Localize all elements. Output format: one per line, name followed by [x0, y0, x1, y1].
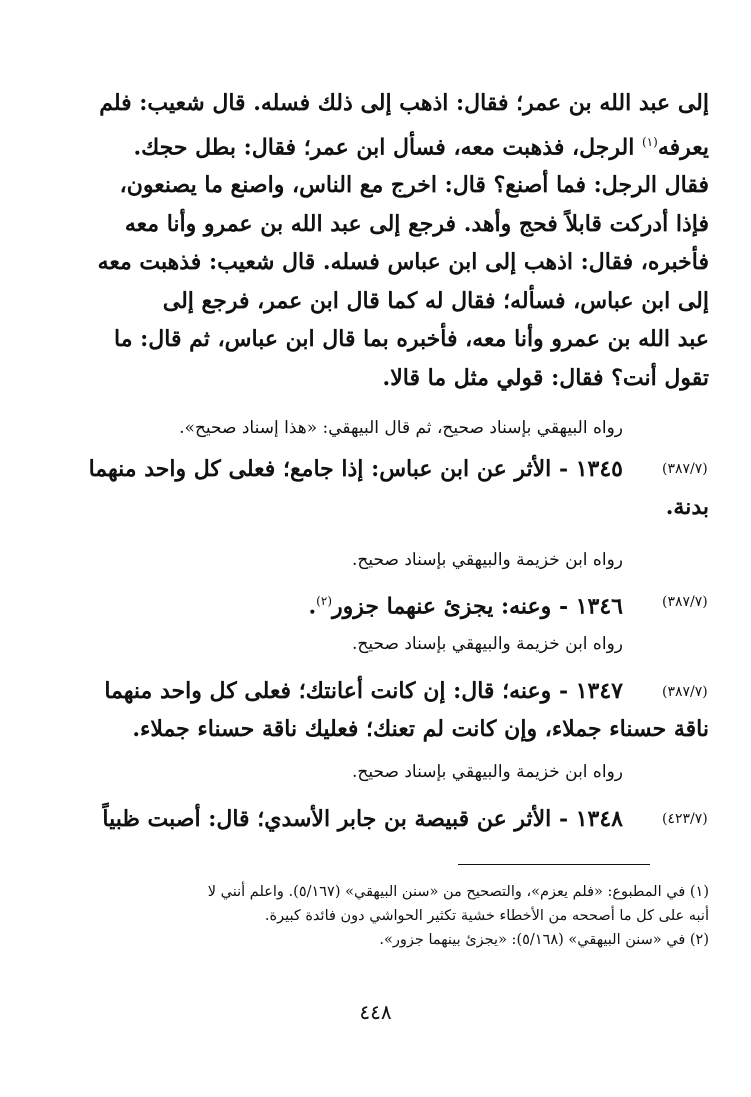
entry-text: ١٣٤٧ - وعنه؛ قال: إن كانت أعانتك؛ فعلى كل واحد منهما	[104, 678, 623, 704]
hadith-entry-1347	[43, 672, 709, 748]
footnote-separator	[458, 864, 650, 865]
entry-text: ١٣٤٥ - الأثر عن ابن عباس: إذا جامع؛ فعلى كل واحد منهما	[88, 456, 623, 482]
text-line: فأخبره، فقال: اذهب إلى ابن عباس فسله. قال شعيب: فذهبت معه	[97, 249, 709, 276]
volume-page-reference: (٣٨٧/٧)	[662, 461, 708, 477]
text-line: تقول أنت؟ فقال: قولي مثل ما قالا.	[382, 364, 709, 391]
text-line: عبد الله بن عمرو وأنا معه، فأخبره بما قال ابن عباس، ثم قال: ما	[114, 326, 709, 353]
main-text-block	[43, 84, 709, 397]
narration-line: رواه ابن خزيمة والبيهقي بإسناد صحيح.	[352, 762, 623, 782]
footnote-line: أنبه على كل ما أصححه من الأخطاء خشية تكثير الحواشي دون فائدة كبيرة.	[264, 908, 709, 924]
text-line: فإذا أدركت قابلاً فحج وأهد. فرجع إلى عبد الله بن عمرو وأنا معه	[124, 210, 709, 237]
narration-line: رواه ابن خزيمة والبيهقي بإسناد صحيح.	[352, 550, 623, 570]
entry-text	[43, 582, 709, 625]
volume-page-reference: (٤٢٣/٧)	[662, 811, 708, 827]
text-line: إلى ابن عباس، فسأله؛ فقال له كما قال ابن عمر، فرجع إلى	[162, 287, 709, 314]
text-line: فقال الرجل: فما أصنع؟ قال: اخرج مع الناس، واصنع ما يصنعون،	[119, 172, 709, 199]
hadith-entry-1348	[43, 800, 709, 838]
footnote-line: (١) في المطبوع: «فلم يعزم»، والتصحيح من «سنن البيهقي» (٥/١٦٧). واعلم أنني لا	[207, 884, 709, 900]
footnote-line: (٢) في «سنن البيهقي» (٥/١٦٨): «يجزئ بينهما جزور».	[379, 932, 709, 948]
entry-text: ناقة حسناء جملاء، وإن كانت لم تعنك؛ فعليك ناقة حسناء جملاء.	[132, 716, 709, 742]
text-segment: يعرفه	[657, 133, 709, 160]
text-line	[43, 123, 709, 167]
text-segment: .	[308, 593, 317, 620]
narration-line: رواه البيهقي بإسناد صحيح، ثم قال البيهقي: «هذا إسناد صحيح».	[179, 418, 623, 438]
text-segment: الرجل، فذهبت معه، فسأل ابن عمر؛ فقال: بطل حجك.	[133, 133, 642, 160]
entry-text: بدنة.	[665, 494, 709, 520]
footnote-marker[interactable]: (٢)	[316, 594, 332, 608]
page-number: ٤٤٨	[359, 1000, 392, 1024]
hadith-entry-1346	[43, 582, 709, 625]
volume-page-reference: (٣٨٧/٧)	[662, 594, 708, 610]
text-line: إلى عبد الله بن عمر؛ فقال: اذهب إلى ذلك فسله. قال شعيب: فلم	[99, 90, 709, 116]
entry-text: ١٣٤٨ - الأثر عن قبيصة بن جابر الأسدي؛ قال: أصبت ظبياً	[102, 806, 623, 832]
footnote-marker[interactable]: (١)	[641, 134, 658, 149]
narration-line: رواه ابن خزيمة والبيهقي بإسناد صحيح.	[352, 634, 623, 654]
text-segment: ١٣٤٦ - وعنه: يجزئ عنهما جزور	[332, 593, 623, 620]
volume-page-reference: (٣٨٧/٧)	[662, 684, 708, 700]
hadith-entry-1345	[43, 450, 709, 526]
footnotes	[43, 880, 709, 952]
